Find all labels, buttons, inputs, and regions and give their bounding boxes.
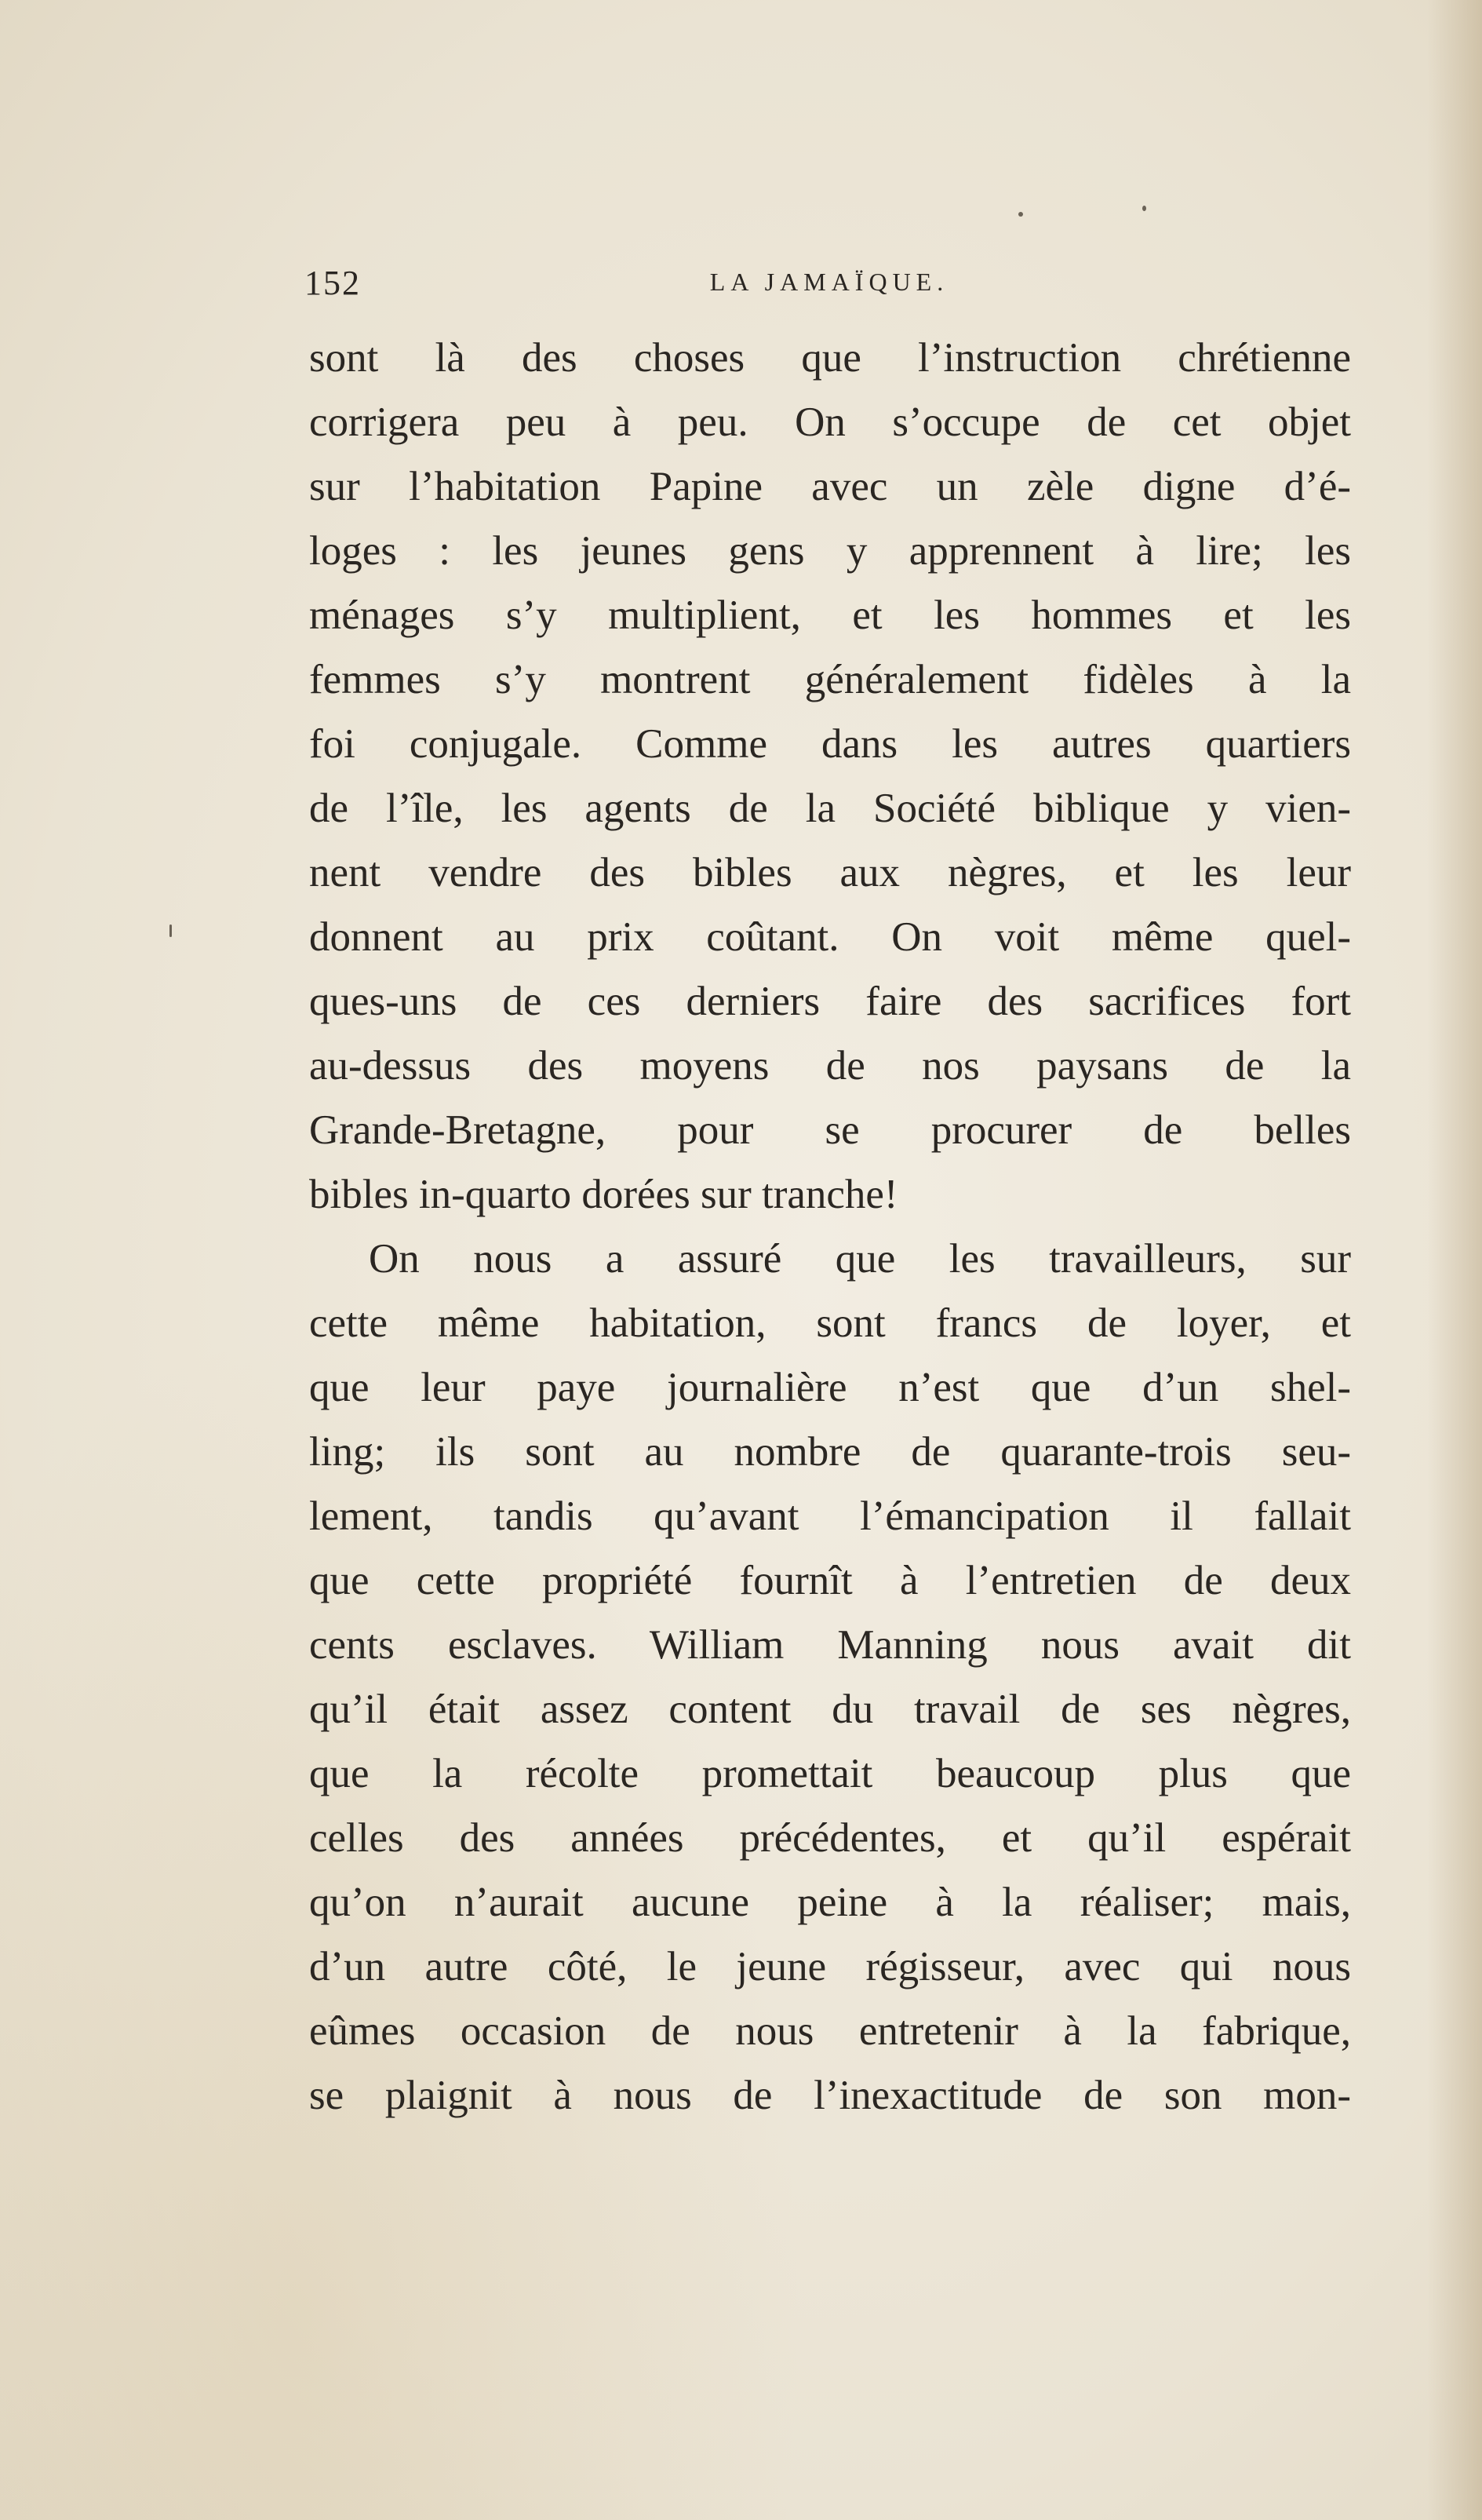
text-line: nent vendre des bibles aux nègres, et les leur — [309, 850, 1351, 895]
paragraph-end-line: bibles in-quarto dorées sur tranche! — [309, 1172, 898, 1217]
text-line: eûmes occasion de nous entretenir à la fabrique, — [309, 2008, 1351, 2054]
text-line: lement, tandis qu’avant l’émancipation il fallait — [309, 1493, 1351, 1539]
text-line: se plaignit à nous de l’inexactitude de son mon- — [309, 2073, 1351, 2118]
text-line: donnent au prix coûtant. On voit même quel- — [309, 914, 1351, 960]
page-number: 152 — [304, 264, 361, 302]
text-line: sur l’habitation Papine avec un zèle digne d’é- — [309, 464, 1351, 509]
text-line: ques-uns de ces derniers faire des sacrifices fort — [309, 979, 1351, 1024]
text-line: au-dessus des moyens de nos paysans de la — [309, 1043, 1351, 1089]
text-line: sont là des choses que l’instruction chrétienne — [309, 335, 1351, 381]
text-line: d’un autre côté, le jeune régisseur, avec qui nous — [309, 1944, 1351, 1989]
paragraph-start-line: On nous a assuré que les travailleurs, sur — [369, 1236, 1351, 1282]
ink-speck — [169, 924, 172, 937]
text-line: femmes s’y montrent généralement fidèles à la — [309, 657, 1351, 702]
ink-speck — [1018, 212, 1023, 217]
text-line: ling; ils sont au nombre de quarante-trois seu- — [309, 1429, 1351, 1475]
running-header — [304, 263, 1354, 310]
text-line: Grande-Bretagne, pour se procurer de belles — [309, 1107, 1351, 1153]
text-line: qu’il était assez content du travail de ses nègres, — [309, 1687, 1351, 1732]
text-line: qu’on n’aurait aucune peine à la réaliser; mais, — [309, 1880, 1351, 1925]
text-line: loges : les jeunes gens y apprennent à lire; les — [309, 528, 1351, 574]
ink-speck — [1142, 206, 1146, 211]
text-line: de l’île, les agents de la Société biblique y vien- — [309, 786, 1351, 831]
text-line: celles des années précédentes, et qu’il espérait — [309, 1815, 1351, 1861]
page-edge-shadow — [1427, 0, 1482, 2520]
text-line: que la récolte promettait beaucoup plus que — [309, 1751, 1351, 1796]
text-line: cents esclaves. William Manning nous avait dit — [309, 1622, 1351, 1668]
text-line: ménages s’y multiplient, et les hommes et les — [309, 593, 1351, 638]
text-line: que cette propriété fournît à l’entretien de deux — [309, 1558, 1351, 1603]
text-line: foi conjugale. Comme dans les autres quartiers — [309, 721, 1351, 767]
text-line: corrigera peu à peu. On s’occupe de cet objet — [309, 399, 1351, 445]
running-title: LA JAMAÏQUE. — [709, 268, 949, 296]
text-line: cette même habitation, sont francs de loyer, et — [309, 1300, 1351, 1346]
body-text — [309, 326, 1351, 2128]
text-line: que leur paye journalière n’est que d’un shel- — [309, 1365, 1351, 1410]
